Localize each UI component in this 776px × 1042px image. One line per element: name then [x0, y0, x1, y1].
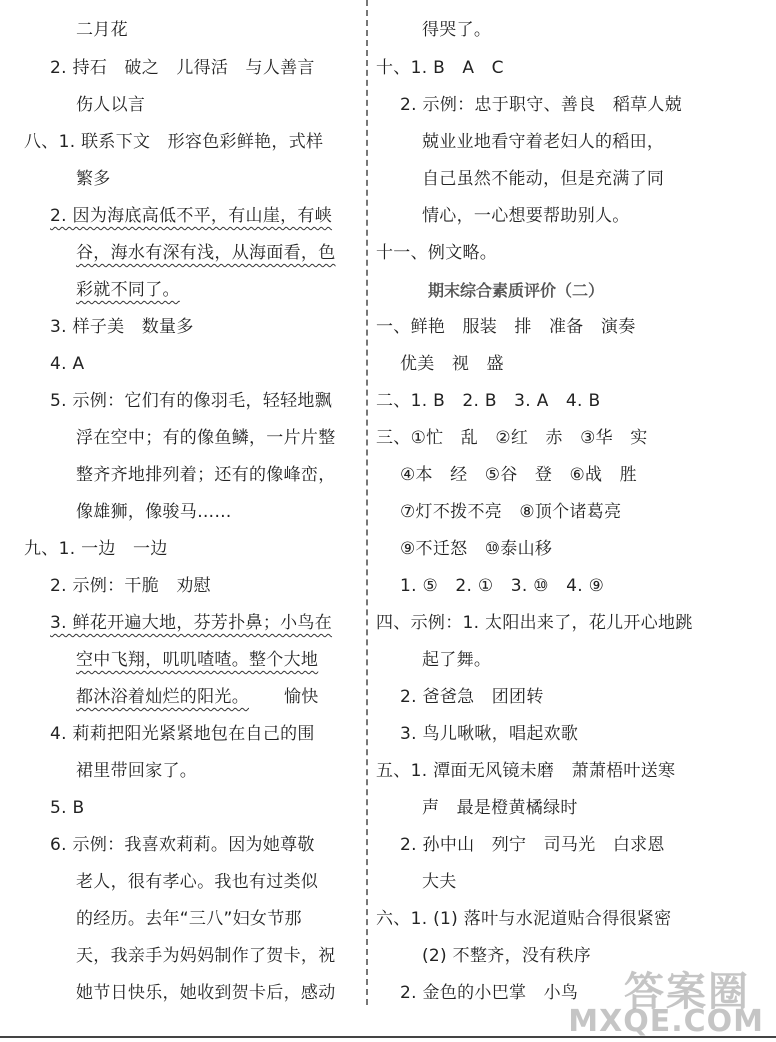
answer-line: 2. 因为海底高低不平，有山崖，有峡: [50, 206, 333, 226]
answer-line: 伤人以言: [76, 95, 146, 115]
answer-line: 三、①忙 乱 ②红 赤 ③华 实: [376, 428, 648, 448]
answer-line: 2. 示例：忠于职守、善良 稻草人兢: [400, 95, 683, 115]
answer-line: 起了舞。: [422, 650, 492, 670]
answer-line: 八、1. 联系下文 形容色彩鲜艳，式样: [24, 132, 324, 152]
answer-line: 优美 视 盛: [400, 354, 504, 374]
answer-line: 整齐齐地排列着；还有的像峰峦，: [76, 465, 336, 485]
answer-line: 彩就不同了。: [76, 280, 180, 300]
answer-line: 大夫: [422, 872, 457, 892]
answer-line: ⑨不迁怒 ⑩泰山移: [400, 539, 553, 559]
answer-line: 6. 示例：我喜欢莉莉。因为她尊敬: [50, 835, 315, 855]
answer-line: 五、1. 潭面无风镜未磨 萧萧梧叶送寒: [376, 761, 676, 781]
answer-line: ④本 经 ⑤谷 登 ⑥战 胜: [400, 465, 637, 485]
answer-line: 4. A: [50, 354, 85, 374]
answer-line: 3. 鲜花开遍大地，芬芳扑鼻；小鸟在: [50, 613, 333, 633]
answer-line: 得哭了。: [422, 20, 492, 40]
watermark-chinese: 答案圈: [624, 969, 750, 1015]
answer-line: 空中飞翔，叽叽喳喳。整个大地: [76, 650, 319, 670]
answer-line: 情心，一心想要帮助别人。: [422, 206, 630, 226]
section-heading: 期末综合素质评价（二）: [428, 281, 605, 300]
watermark-url: MXQE.COM: [568, 1004, 764, 1039]
column-divider: [366, 0, 368, 1005]
answer-line: 谷，海水有深有浅，从海面看，色: [76, 243, 336, 263]
answer-line: 十、1. B A C: [376, 58, 504, 78]
answer-line: 4. 莉莉把阳光紧紧地包在自己的围: [50, 724, 315, 744]
answer-line: 2. 孙中山 列宁 司马光 白求恩: [400, 835, 665, 855]
answer-line: 声 最是橙黄橘绿时: [422, 798, 578, 818]
answer-line: 二、1. B 2. B 3. A 4. B: [376, 391, 601, 411]
answer-line: 2. 爸爸急 团团转: [400, 687, 544, 707]
answer-line: 2. 持石 破之 儿得活 与人善言: [50, 58, 315, 78]
answer-line: 的经历。去年“三八”妇女节那: [76, 909, 302, 929]
answer-line: 九、1. 一边 一边: [24, 539, 168, 559]
answer-line: 老人，很有孝心。我也有过类似: [76, 872, 319, 892]
answer-line: 六、1. (1) 落叶与水泥道贴合得很紧密: [376, 909, 672, 929]
answer-line: 愉快: [284, 687, 319, 707]
answer-line: 5. 示例：它们有的像羽毛，轻轻地飘: [50, 391, 333, 411]
answer-line: 1. ⑤ 2. ① 3. ⑩ 4. ⑨: [400, 576, 605, 596]
answer-line: 5. B: [50, 798, 85, 818]
answer-line: 一、鲜艳 服装 排 准备 演奏: [376, 317, 636, 337]
answer-line: 2. 金色的小巴掌 小鸟: [400, 983, 579, 1003]
answer-line: 兢业业地看守着老妇人的稻田，: [422, 132, 665, 152]
answer-line: 都沐浴着灿烂的阳光。: [76, 687, 249, 707]
answer-line: ⑦灯不拨不亮 ⑧顶个诸葛亮: [400, 502, 622, 522]
answer-line: 像雄狮，像骏马……: [76, 502, 232, 522]
answer-line: 裙里带回家了。: [76, 761, 198, 781]
answer-line: 繁多: [76, 169, 111, 189]
answer-line: 天，我亲手为妈妈制作了贺卡，祝: [76, 946, 336, 966]
answer-line: 浮在空中；有的像鱼鳞，一片片整: [76, 428, 336, 448]
answer-line: 十一、例文略。: [376, 243, 498, 263]
answer-line: 四、示例：1. 太阳出来了，花儿开心地跳: [376, 613, 693, 633]
answer-line: 3. 样子美 数量多: [50, 317, 194, 337]
answer-line: 3. 鸟儿啾啾，唱起欢歌: [400, 724, 579, 744]
answer-line: 她节日快乐，她收到贺卡后，感动: [76, 983, 336, 1003]
answer-line: 自己虽然不能动，但是充满了同: [422, 169, 665, 189]
bottom-rule: [0, 1036, 776, 1038]
answer-line: 二月花: [76, 20, 128, 40]
answer-line: 2. 示例：干脆 劝慰: [50, 576, 211, 596]
answer-line: (2) 不整齐，没有秩序: [422, 946, 592, 966]
